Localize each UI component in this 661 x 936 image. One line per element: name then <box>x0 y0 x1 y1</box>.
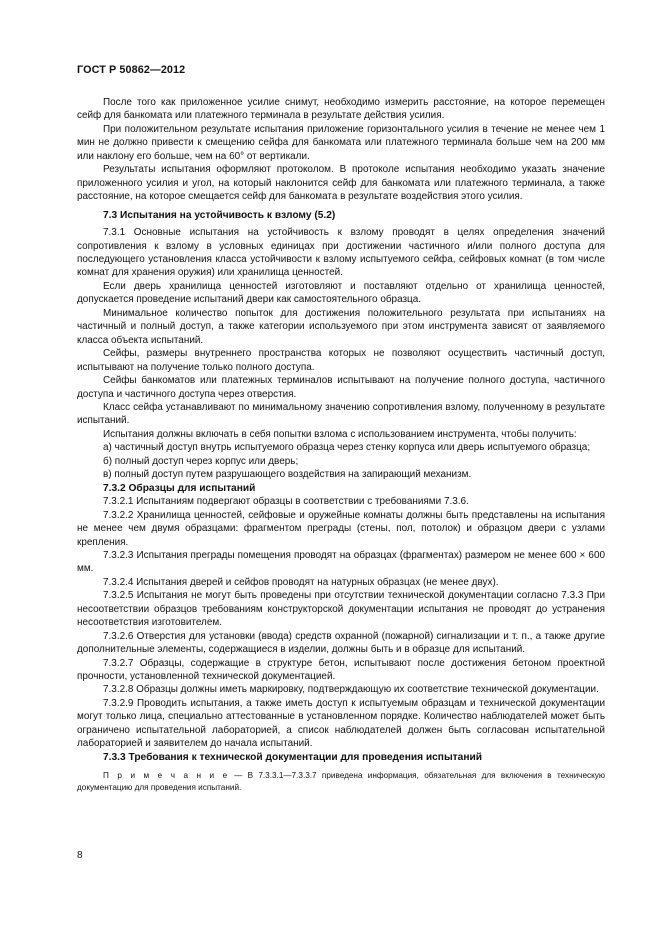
paragraph: 7.3.1 Основные испытания на устойчивость к взлому проводят в целях определения значений сопротивления к взлому в условных единицах при достижении частичного и/или полного доступа для последующего установления класса устойчивости к взлому испытуемого сейфа, сейфовых комнат (в том числе комнат для хранения оружия) или хранилища ценностей. <box>77 227 605 279</box>
list-item-c: в) полный доступ путем разрушающего воздействия на запирающий механизм. <box>103 469 472 481</box>
section-heading-7-3-2: 7.3.2 Образцы для испытаний <box>103 482 256 494</box>
paragraph: Испытания должны включать в себя попытки взлома с использованием инструмента, чтобы получить: <box>103 428 577 440</box>
paragraph: Если дверь хранилища ценностей изготовляют и поставляют отдельно от хранилища ценностей, допускается проведение испытаний двери как самостоятельного образца. <box>77 280 605 306</box>
section-heading-7-3-3: 7.3.3 Требования к технической документации для проведения испытаний <box>103 751 482 763</box>
list-item-b: б) полный доступ через корпус или дверь; <box>103 455 299 467</box>
paragraph: 7.3.2.2 Хранилища ценностей, сейфовые и оружейные комнаты должны быть представлены на испытания не менее чем двумя образцами: фрагментом преграды (стены, пол, потолок) и образцом двери с узлами крепления. <box>77 509 605 548</box>
paragraph: Сейфы, размеры внутреннего пространства которых не позволяют осуществить частичный доступ, испытывают на получение только полного доступа. <box>77 348 605 373</box>
paragraph: 7.3.2.4 Испытания дверей и сейфов проводят на натурных образцах (не менее двух). <box>103 576 499 588</box>
paragraph: 7.3.2.9 Проводить испытания, а также иметь доступ к испытуемым образцам и технической документации могут только лица, специально аттестованные в установленном порядке. Количество наблюдателей может быть ограничено испытательной лабораторией, а список наблюдателей должен быть согласован испытательной лабораторией и заявителем до начала испытаний. <box>77 697 605 750</box>
paragraph: 7.3.2.8 Образцы должны иметь маркировку, подтверждающую их соответствие технической документации. <box>103 684 599 696</box>
standard-header: ГОСТ Р 50862—2012 <box>77 64 186 76</box>
document-body <box>77 96 605 794</box>
paragraph: Минимальное количество попыток для достижения положительного результата при испытаниях на частичный и полный доступ, а также категории используемого при этом инструмента зависят от заявляемого класса объекта испытаний. <box>77 307 605 346</box>
list-item-a: а) частичный доступ внутрь испытуемого образца через стенку корпуса или дверь испытуемого образца; <box>103 442 591 454</box>
note-label: П р и м е ч а н и е <box>103 771 229 781</box>
section-heading-7-3: 7.3 Испытания на устойчивость к взлому (5.2) <box>103 209 336 221</box>
paragraph: 7.3.2.5 Испытания не могут быть проведены при отсутствии технической документации согласно 7.3.3 При несоответствии образцов требованиям конструкторской документации испытания не проводят до устранения несоответствия изготовителем. <box>77 590 605 629</box>
page-number: 8 <box>77 850 83 861</box>
paragraph: 7.3.2.6 Отверстия для установки (ввода) средств охранной (пожарной) сигнализации и т. п., а также другие дополнительные элементы, содержащиеся в изделии, должны быть и в образце для испытаний. <box>77 630 605 656</box>
paragraph: Сейфы банкоматов или платежных терминалов испытывают на получение полного доступа, частичного доступа и частичного доступа через отверстия. <box>77 375 605 400</box>
note-text: — В 7.3.3.1—7.3.3.7 приведена информация, обязательная для включения в техническую документацию для проведения испытаний. <box>77 771 605 792</box>
paragraph: Класс сейфа устанавливают по минимальному значению сопротивления взлому, полученному в результате испытаний. <box>77 401 605 427</box>
paragraph: При положительном результате испытания приложение горизонтального усилия в течение не менее чем 1 мин не должно привести к смещению сейфа для банкомата или платежного терминала больше чем на 200 мм или наклону его больше, чем на 60° от вертикали. <box>77 123 605 162</box>
paragraph: 7.3.2.1 Испытаниям подвергают образцы в соответствии с требованиями 7.3.6. <box>103 496 469 508</box>
note <box>77 770 605 794</box>
paragraph: После того как приложенное усилие снимут, необходимо измерить расстояние, на которое перемещен сейф для банкомата или платежного терминала в результате действия усилия. <box>77 97 605 122</box>
paragraph: Результаты испытания оформляют протоколом. В протоколе испытания необходимо указать значение приложенного усилия и угол, на который наклонится сейф для банкомата или платежного терминала, а также расстояние, на которое смещается сейф для банкомата в результате воздействия этого усилия. <box>77 164 605 203</box>
paragraph: 7.3.2.3 Испытания преграды помещения проводят на образцах (фрагментах) размером не менее 600 × 600 мм. <box>77 549 605 575</box>
paragraph: 7.3.2.7 Образцы, содержащие в структуре бетон, испытывают после достижения бетоном проектной прочности, установленной технической документацией. <box>77 657 605 683</box>
